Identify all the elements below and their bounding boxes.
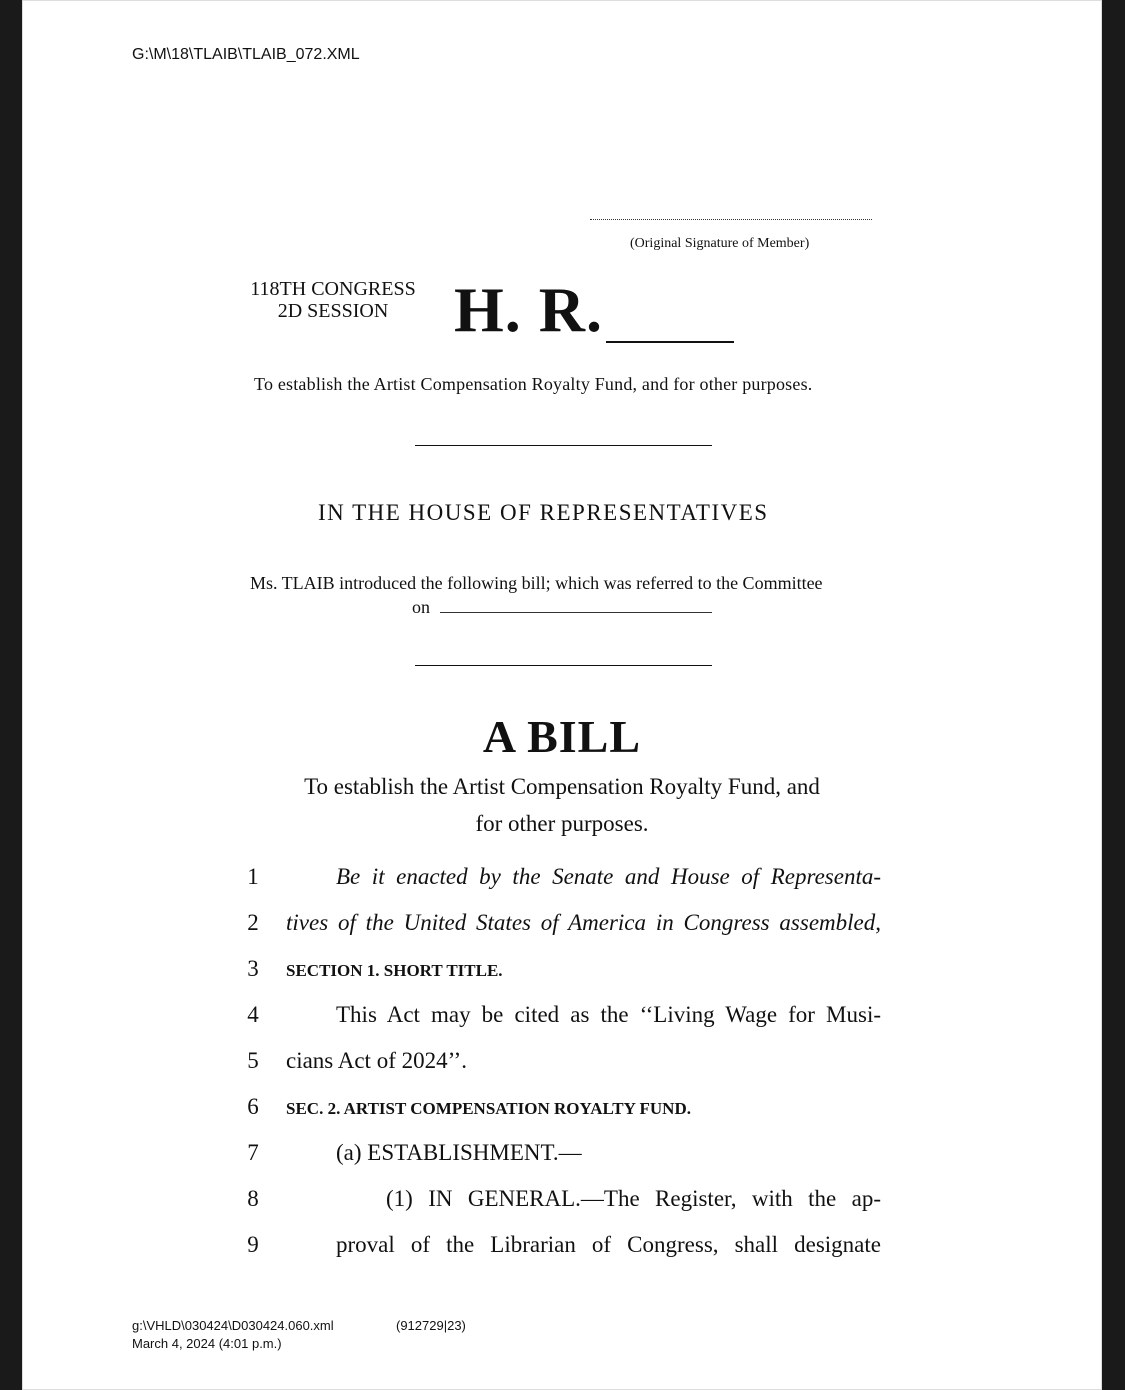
congress-number: 118TH CONGRESS <box>250 278 416 300</box>
divider-rule-top <box>415 445 712 446</box>
bill-number: H. R. <box>454 274 603 345</box>
footer-date: March 4, 2024 (4:01 p.m.) <box>132 1336 282 1351</box>
purpose-line-2: for other purposes. <box>475 811 649 836</box>
bill-text-line: Be it enacted by the Senate and House of Representa- <box>336 864 881 889</box>
introduction-line: Ms. TLAIB introduced the following bill; which was referred to the Committee <box>250 573 823 593</box>
session-number: 2D SESSION <box>277 300 389 322</box>
paragraph-line: (1) IN GENERAL.—The Register, with the ap- <box>386 1186 881 1211</box>
file-path-header: G:\M\18\TLAIB\TLAIB_072.XML <box>132 46 360 63</box>
bill-page <box>22 0 1102 1390</box>
bill-text-line: cians Act of 2024’’. <box>286 1048 467 1073</box>
introduction-on: on <box>412 597 430 617</box>
line-number: 7 <box>247 1140 259 1165</box>
signature-line <box>590 219 872 220</box>
bill-number-blank <box>606 341 734 343</box>
line-number: 9 <box>247 1232 259 1257</box>
line-number: 2 <box>247 910 259 935</box>
line-number: 1 <box>247 864 259 889</box>
bill-text-line: This Act may be cited as the ‘‘Living Wage for Musi- <box>336 1002 881 1027</box>
bill-text-line: tives of the United States of America in Congress assembled, <box>286 910 881 935</box>
congress-session-block <box>222 278 444 322</box>
section-heading: SEC. 2. ARTIST COMPENSATION ROYALTY FUND. <box>286 1099 691 1118</box>
line-number: 3 <box>247 956 259 981</box>
signature-caption: (Original Signature of Member) <box>630 236 810 251</box>
subsection-heading: (a) ESTABLISHMENT.— <box>336 1140 582 1165</box>
purpose-line-1: To establish the Artist Compensation Royalty Fund, and <box>304 774 820 799</box>
line-number: 5 <box>247 1048 259 1073</box>
footer-path: g:\VHLD\030424\D030424.060.xml <box>132 1318 334 1333</box>
section-heading: SECTION 1. SHORT TITLE. <box>286 961 503 980</box>
committee-blank <box>440 612 712 613</box>
chamber-heading: IN THE HOUSE OF REPRESENTATIVES <box>318 500 769 525</box>
line-number: 4 <box>247 1002 259 1027</box>
line-number: 8 <box>247 1186 259 1211</box>
divider-rule-bottom <box>415 665 712 666</box>
short-title-line: To establish the Artist Compensation Royalty Fund, and for other purposes. <box>254 374 813 394</box>
footer-code: (912729|23) <box>396 1318 466 1333</box>
paragraph-line: proval of the Librarian of Congress, shall designate <box>336 1232 881 1257</box>
line-number: 6 <box>247 1094 259 1119</box>
bill-heading: A BILL <box>482 711 642 762</box>
